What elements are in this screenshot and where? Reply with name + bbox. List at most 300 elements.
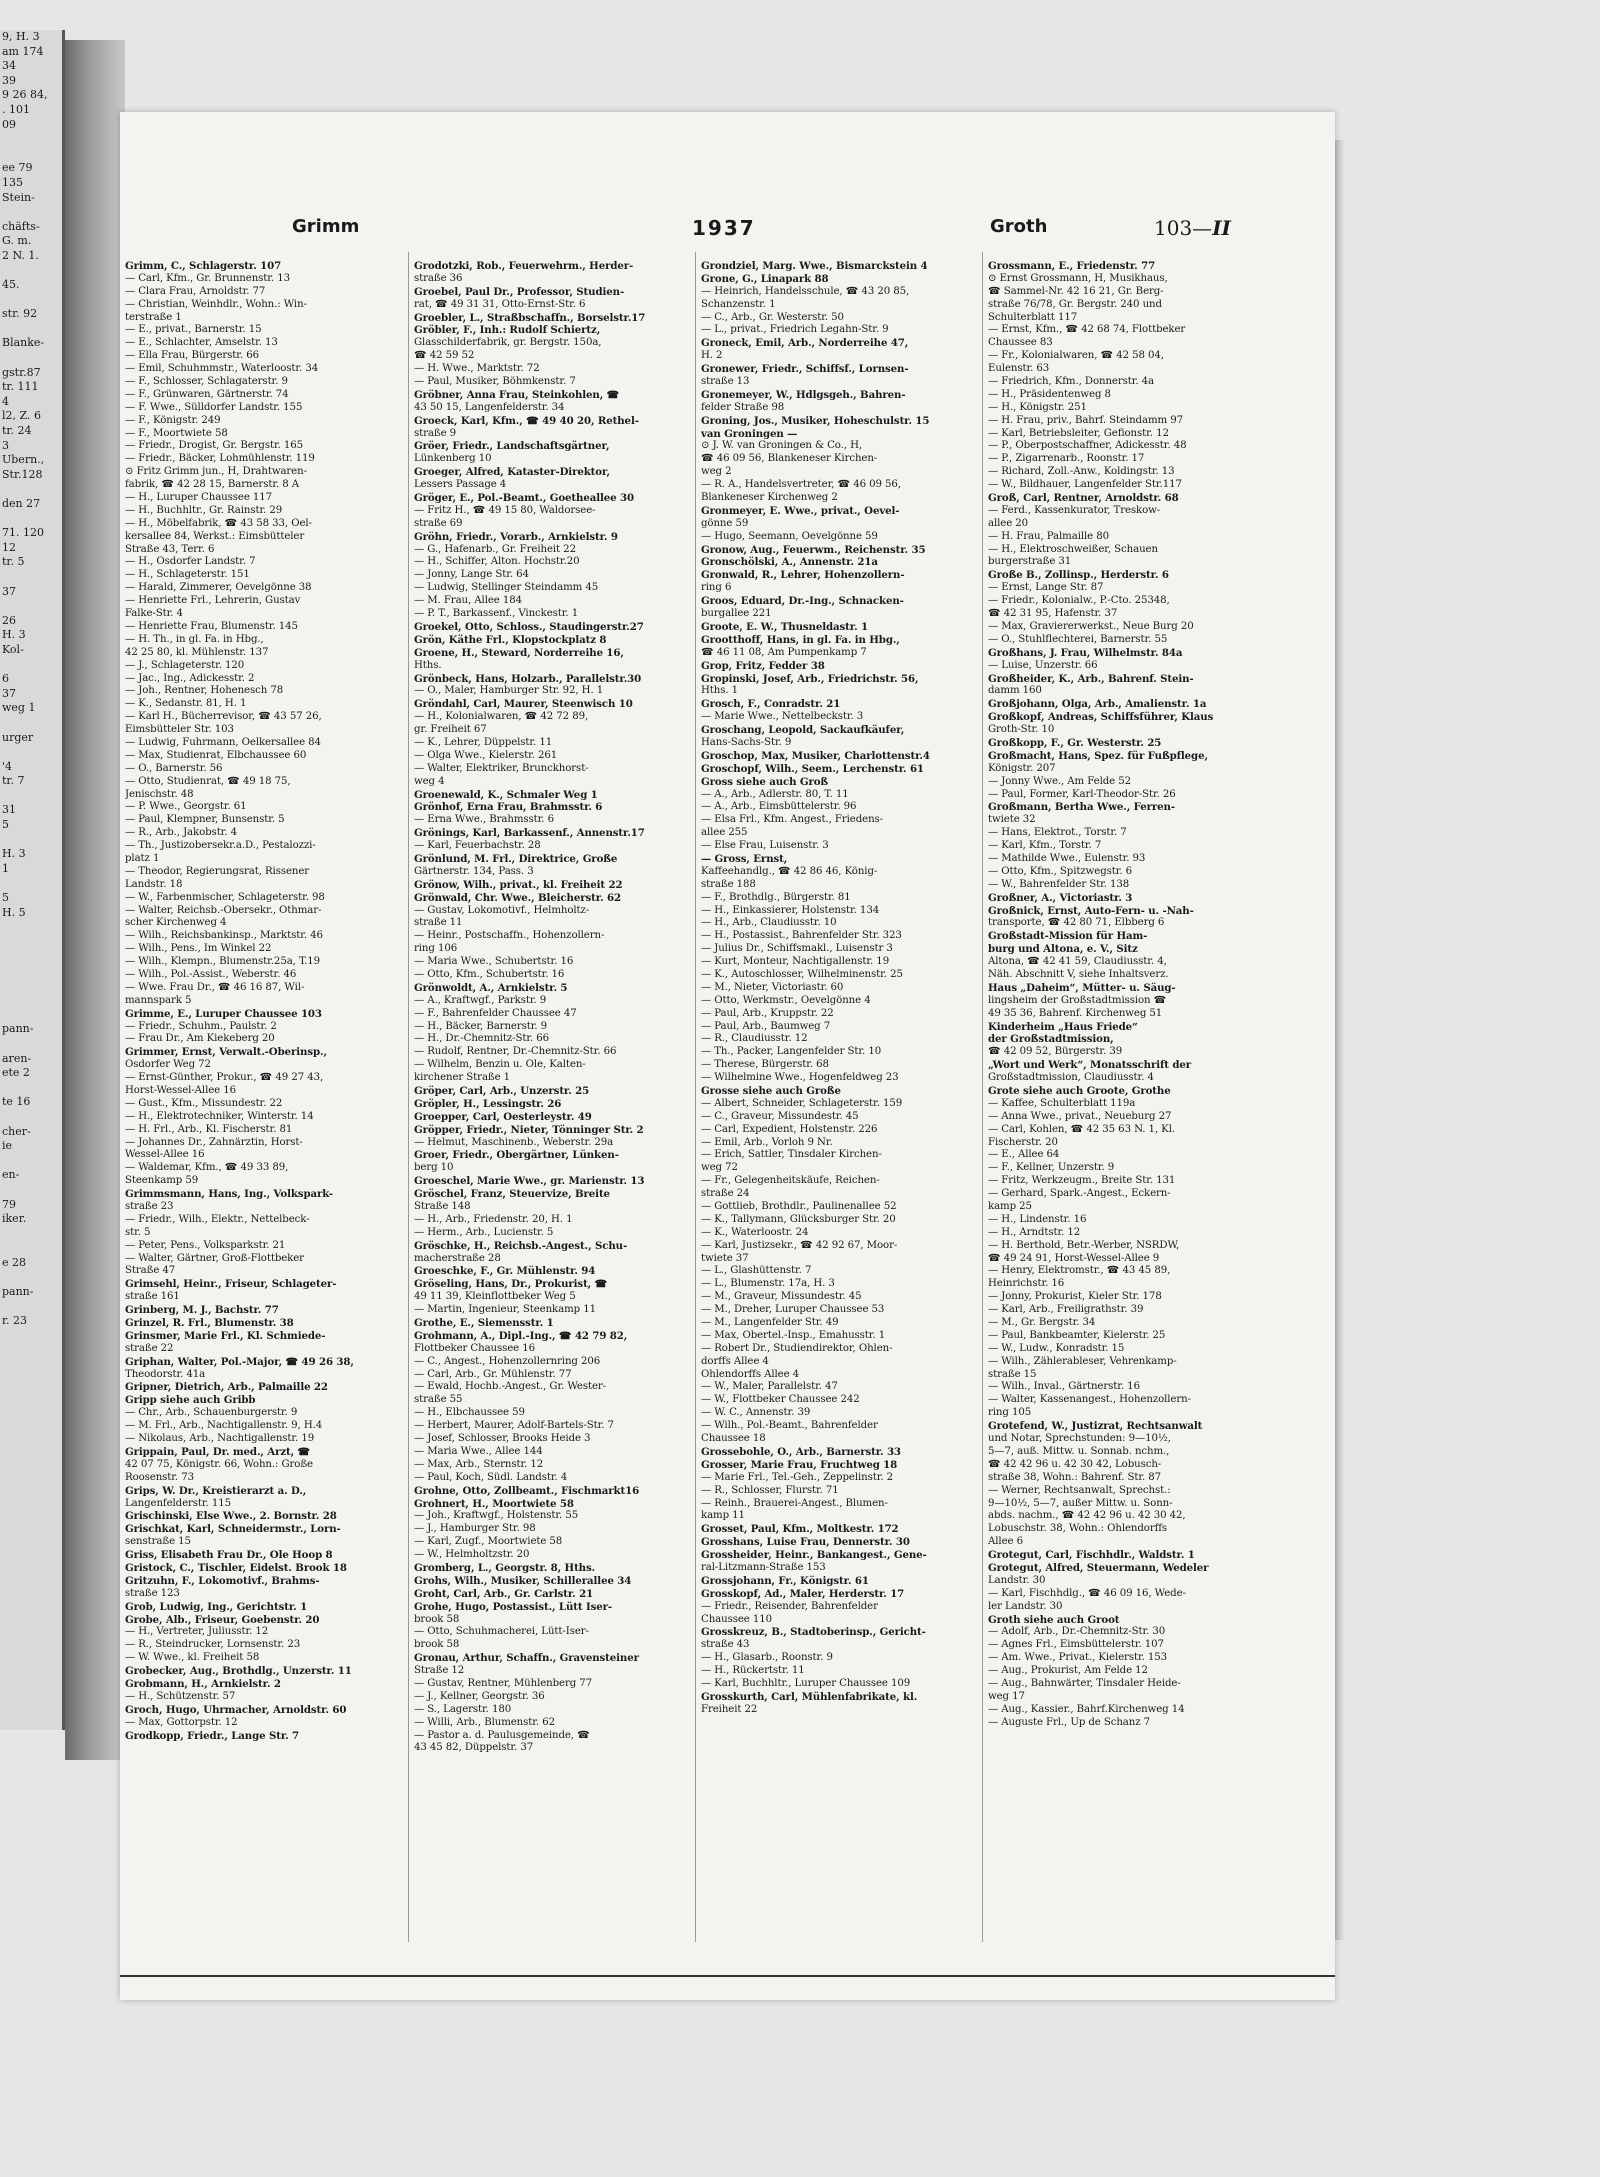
directory-page: [120, 112, 1335, 2000]
previous-page-fragment: tr. 24: [2, 424, 32, 438]
header-year: 1937: [692, 216, 756, 240]
directory-entry: Grimmer, Ernst, Verwalt.-Oberinsp.,: [125, 1046, 327, 1059]
directory-entry: — Jonny, Lange Str. 64: [414, 569, 529, 581]
directory-entry: — Am. Wwe., Privat., Kielerstr. 153: [988, 1652, 1168, 1664]
directory-entry: — Kurt, Monteur, Nachtigallenstr. 19: [701, 956, 890, 968]
previous-page-fragment: 26: [2, 613, 16, 627]
directory-entry: — Herbert, Maurer, Adolf-Bartels-Str. 7: [414, 1420, 614, 1432]
directory-entry: ☎ 42 09 52, Bürgerstr. 39: [988, 1046, 1123, 1058]
directory-entry: Groeck, Karl, Kfm., ☎ 49 40 20, Rethel-: [414, 414, 639, 427]
directory-entry: Grönbeck, Hans, Holzarb., Parallelstr.30: [414, 672, 642, 685]
directory-entry: — M., Graveur, Missundestr. 45: [701, 1291, 862, 1303]
directory-entry: Grondziel, Marg. Wwe., Bismarckstein 4: [701, 260, 928, 272]
directory-entry: damm 160: [988, 685, 1042, 697]
directory-entry: gönne 59: [701, 517, 749, 529]
previous-page-fragment: [0, 949, 62, 964]
previous-page-fragment: ete 2: [2, 1066, 30, 1080]
directory-entry: — Gust., Kfm., Missundestr. 22: [125, 1097, 283, 1109]
directory-entry: Grotegut, Alfred, Steuermann, Wedeler: [988, 1561, 1209, 1574]
directory-entry: — Kaffee, Schulterblatt 119a: [988, 1097, 1136, 1109]
directory-entry: — Jac., Ing., Adickesstr. 2: [125, 672, 255, 684]
directory-entry: kirchener Straße 1: [414, 1072, 511, 1084]
previous-page-fragment: [0, 1154, 62, 1169]
directory-entry: Groß, Carl, Rentner, Arnoldstr. 68: [988, 492, 1179, 505]
directory-entry: Große B., Zollinsp., Herderstr. 6: [988, 569, 1169, 582]
directory-entry: ring 6: [701, 582, 732, 594]
directory-entry: — Fr., Gelegenheitskäufe, Reichen-: [701, 1175, 880, 1187]
directory-entry: — Walter, Elektriker, Brunckhorst-: [414, 762, 589, 774]
directory-entry: Groneck, Emil, Arb., Norderreihe 47,: [701, 337, 909, 350]
directory-entry: — Wilh., Klempn., Blumenstr.25a, T.19: [125, 956, 321, 968]
directory-entry: Grosskreuz, B., Stadtoberinsp., Gericht-: [701, 1626, 926, 1639]
directory-entry: Groschopf, Wilh., Seem., Lerchenstr. 61: [701, 762, 924, 775]
directory-entry: — K., Sedanstr. 81, H. 1: [125, 698, 247, 710]
directory-entry: Gröseling, Hans, Dr., Prokurist, ☎: [414, 1278, 608, 1291]
directory-entry: — H., Kolonialwaren, ☎ 42 72 89,: [414, 711, 589, 723]
book-gutter: [65, 40, 125, 1760]
directory-entry: — Paul, Arb., Kruppstr. 22: [701, 1007, 834, 1019]
previous-page-fragment: den 27: [2, 497, 41, 510]
previous-page-fragment: H. 5: [2, 905, 26, 919]
directory-entry: — Martin, Ingenieur, Steenkamp 11: [414, 1304, 596, 1316]
directory-entry: Grone, G., Linapark 88: [701, 272, 829, 285]
directory-entry: — Marie Wwe., Nettelbeckstr. 3: [701, 711, 864, 723]
directory-entry: — Ella Frau, Bürgerstr. 66: [125, 350, 259, 362]
directory-entry: straße 123: [125, 1587, 180, 1599]
directory-entry: — Mathilde Wwe., Eulenstr. 93: [988, 852, 1146, 864]
directory-entry: — Karl, Arb., Freiligrathstr. 39: [988, 1304, 1144, 1316]
directory-entry: 49 35 36, Bahrenf. Kirchenweg 51: [988, 1007, 1163, 1019]
previous-page-fragment: 37: [2, 686, 16, 700]
previous-page-fragment: [0, 658, 62, 673]
directory-entry: — H., Arb., Friedenstr. 20, H. 1: [414, 1213, 573, 1225]
directory-entry: Großhans, J. Frau, Wilhelmstr. 84a: [988, 646, 1183, 659]
previous-page-fragment: [0, 1300, 62, 1315]
directory-entry: — Ernst, Lange Str. 87: [988, 582, 1104, 594]
directory-entry: — Karl, Fischhdlg., ☎ 46 09 16, Wede-: [988, 1587, 1186, 1599]
directory-entry: — Maria Wwe., Schubertstr. 16: [414, 956, 574, 968]
page-edge: [1335, 140, 1345, 1940]
previous-page-fragment: [0, 205, 62, 220]
directory-entry: Langenfelderstr. 115: [125, 1497, 231, 1509]
directory-entry: Ohlendorffs Allee 4: [701, 1368, 800, 1380]
directory-entry: — Friedr., Kolonialw., P.-Cto. 25348,: [988, 595, 1170, 607]
previous-page-fragment: [0, 1037, 62, 1052]
directory-entry: Jenischstr. 48: [125, 788, 194, 800]
directory-entry: felder Straße 98: [701, 401, 785, 413]
directory-entry: Gröhn, Friedr., Vorarb., Arnkielstr. 9: [414, 530, 618, 543]
directory-entry: Gröer, Friedr., Landschaftsgärtner,: [414, 440, 610, 453]
directory-entry: Näh. Abschnitt V, siehe Inhaltsverz.: [988, 968, 1169, 980]
previous-page-fragment: H. 3: [2, 847, 26, 861]
directory-entry: — Walter, Gärtner, Groß-Flottbeker: [125, 1252, 304, 1264]
directory-entry: Gronemeyer, W., Hdlgsgeh., Bahren-: [701, 388, 906, 401]
directory-entry: — Paul, Klempner, Bunsenstr. 5: [125, 814, 285, 826]
directory-entry: Lessers Passage 4: [414, 479, 507, 491]
page-number-suffix: II: [1212, 216, 1231, 240]
directory-entry: — Reinh., Brauerei-Angest., Blumen-: [701, 1497, 888, 1509]
previous-page-fragment: r. 23: [2, 1314, 28, 1328]
directory-entry: twiete 37: [701, 1252, 749, 1264]
directory-entry: — Elsa Frl., Kfm. Angest., Friedens-: [701, 814, 884, 826]
directory-entry: Altona, ☎ 42 41 59, Claudiusstr. 4,: [988, 956, 1167, 968]
directory-entry: Groebel, Paul Dr., Professor, Studien-: [414, 285, 625, 298]
previous-page-fragment: l2, Z. 6: [2, 409, 41, 423]
directory-entry: — Wilh., Pol.-Assist., Weberstr. 46: [125, 968, 297, 980]
directory-entry: — R., Steindrucker, Lornsenstr. 23: [125, 1639, 301, 1651]
directory-entry: Allee 6: [988, 1536, 1023, 1548]
directory-entry: — O., Barnerstr. 56: [125, 762, 223, 774]
directory-entry: straße 69: [414, 517, 463, 529]
directory-entry: — Aug., Kassier., Bahrf.Kirchenweg 14: [988, 1703, 1185, 1715]
directory-entry: — Emil, Schuhmmstr., Waterloostr. 34: [125, 363, 319, 375]
directory-entry: Grossmann, E., Friedenstr. 77: [988, 260, 1156, 272]
directory-entry: — F., Königstr. 249: [125, 414, 221, 426]
directory-entry: — Fritz, Werkzeugm., Breite Str. 131: [988, 1175, 1176, 1187]
directory-entry: — H., Schlageterstr. 151: [125, 569, 250, 581]
directory-entry: straße 24: [701, 1188, 750, 1200]
directory-entry: Gristock, C., Tischler, Eidelst. Brook 18: [125, 1561, 347, 1574]
directory-entry: — Ewald, Hochb.-Angest., Gr. Wester-: [414, 1381, 606, 1393]
directory-entry: „Wort und Werk“, Monatsschrift der: [988, 1059, 1192, 1072]
directory-entry: Groebler, L., Straßbschaffn., Borselstr.17: [414, 311, 646, 324]
previous-page-fragment: pann-: [2, 1022, 34, 1036]
directory-entry: — Wilhelmine Wwe., Hogenfeldweg 23: [701, 1072, 899, 1084]
page-number: [1154, 216, 1231, 240]
directory-entry: — P. T., Barkassenf., Vinckestr. 1: [414, 608, 579, 620]
directory-entry: — Olga Wwe., Kielerstr. 261: [414, 749, 558, 761]
directory-entry: — M., Dreher, Luruper Chaussee 53: [701, 1304, 885, 1316]
directory-entry: — W., Helmholtzstr. 20: [414, 1549, 530, 1561]
directory-entry: Blankeneser Kirchenweg 2: [701, 492, 838, 504]
directory-entry: — Clara Frau, Arnoldstr. 77: [125, 285, 266, 297]
directory-entry: — F., Kellner, Unzerstr. 9: [988, 1162, 1115, 1174]
directory-entry: 9—10½, 5—7, außer Mittw. u. Sonn-: [988, 1497, 1173, 1509]
previous-page-fragment: [0, 1227, 62, 1242]
previous-page-fragment: [0, 1110, 62, 1125]
directory-entry: Gropinski, Josef, Arb., Friedrichstr. 56,: [701, 672, 919, 685]
directory-entry: — Otto, Studienrat, ☎ 49 18 75,: [125, 775, 291, 787]
directory-entry: Großjohann, Olga, Arb., Amalienstr. 1a: [988, 698, 1207, 711]
directory-entry: ☎ Sammel-Nr. 42 16 21, Gr. Berg-: [988, 285, 1164, 297]
directory-entry: — Ernst, Kfm., ☎ 42 68 74, Flottbeker: [988, 324, 1186, 336]
directory-entry: Grohe, Hugo, Postassist., Lütt Iser-: [414, 1600, 613, 1613]
previous-page-fragment: [0, 570, 62, 585]
directory-entry: — Friedr., Wilh., Elektr., Nettelbeck-: [125, 1213, 310, 1225]
directory-entry: — F., Brothdlg., Bürgerstr. 81: [701, 891, 851, 903]
directory-entry: Grosshans, Luise Frau, Dennerstr. 30: [701, 1536, 910, 1549]
directory-entry: — Karl, Betriebsleiter, Gefionstr. 12: [988, 427, 1169, 439]
directory-entry: — Karl, Buchhltr., Luruper Chaussee 109: [701, 1677, 911, 1689]
previous-page-fragment: urger: [2, 730, 34, 744]
directory-entry: Grohne, Otto, Zollbeamt., Fischmarkt16: [414, 1484, 640, 1497]
directory-entry: Grönlund, M. Frl., Direktrice, Große: [414, 852, 618, 865]
bottom-rule: [120, 1975, 1335, 1977]
previous-page-fragment: 12: [2, 540, 16, 554]
directory-entry: Steenkamp 59: [125, 1175, 199, 1187]
directory-entry: Grodotzki, Rob., Feuerwehrm., Herder-: [414, 260, 634, 272]
directory-entry: — Johannes Dr., Zahnärztin, Horst-: [125, 1136, 303, 1148]
directory-entry: — Karl, Feuerbachstr. 28: [414, 840, 541, 852]
directory-entry: Grön, Käthe Frl., Klopstockplatz 8: [414, 633, 607, 646]
directory-entry: — Adolf, Arb., Dr.-Chemnitz-Str. 30: [988, 1626, 1166, 1638]
directory-entry: — P. Wwe., Georgstr. 61: [125, 801, 247, 813]
previous-page-fragment: [0, 964, 62, 979]
directory-entry: Grimsehl, Heinr., Friseur, Schlageter-: [125, 1278, 337, 1291]
previous-page-fragment: H. 3: [2, 628, 26, 642]
directory-entry: Grinzel, R. Frl., Blumenstr. 38: [125, 1317, 294, 1330]
previous-page-fragment: 1: [2, 861, 9, 875]
directory-entry: Schulterblatt 117: [988, 311, 1078, 323]
directory-entry: Großkopp, F., Gr. Westerstr. 25: [988, 736, 1162, 749]
directory-entry: — K., Waterloostr. 24: [701, 1226, 809, 1238]
directory-entry: fabrik, ☎ 42 28 15, Barnerstr. 8 A: [125, 479, 300, 491]
directory-entry: Gröpler, H., Lessingstr. 26: [414, 1097, 562, 1110]
directory-entry: — H., Schiffer, Alton. Hochstr.20: [414, 556, 580, 568]
previous-page-fragment: 5: [2, 818, 9, 832]
previous-page-fragment: [0, 1081, 62, 1096]
directory-entry: — H., Elektrotechniker, Winterstr. 14: [125, 1110, 314, 1122]
previous-page-fragment: 9 26 84,: [2, 88, 48, 102]
directory-entry: straße 38, Wohn.: Bahrenf. Str. 87: [988, 1471, 1162, 1483]
directory-entry: — W., Farbenmischer, Schlageterstr. 98: [125, 891, 325, 903]
directory-entry: — H., Präsidentenweg 8: [988, 388, 1111, 400]
previous-page-fragment: [0, 264, 62, 279]
directory-entry: — Max, Obertel.-Insp., Emahusstr. 1: [701, 1329, 886, 1341]
directory-entry: — Gross, Ernst,: [701, 852, 788, 865]
directory-entry: Grotegut, Carl, Fischhdlr., Waldstr. 1: [988, 1549, 1195, 1562]
previous-page-fragment: [0, 1270, 62, 1285]
directory-entry: — H. Frl., Arb., Kl. Fischerstr. 81: [125, 1123, 293, 1135]
directory-entry: Groeschel, Marie Wwe., gr. Marienstr. 13: [414, 1175, 645, 1188]
directory-entry: — Fr., Kolonialwaren, ☎ 42 58 04,: [988, 350, 1164, 362]
previous-page-fragment: gstr.87: [2, 365, 41, 379]
directory-entry: straße 23: [125, 1201, 174, 1213]
directory-entry: burgerstraße 31: [988, 556, 1072, 568]
directory-entry: — Carl, Arb., Gr. Mühlenstr. 77: [414, 1368, 572, 1380]
directory-entry: — K., Lehrer, Düppelstr. 11: [414, 736, 553, 748]
directory-entry: Grohnert, H., Moortwiete 58: [414, 1497, 574, 1510]
directory-entry: transporte, ☎ 42 80 71, Elbberg 6: [988, 917, 1165, 929]
directory-entry: kersallee 84, Werkst.: Eimsbütteler: [125, 530, 305, 542]
directory-entry: 43 50 15, Langenfelderstr. 34: [414, 401, 565, 413]
directory-entry: ☎ 49 24 91, Horst-Wessel-Allee 9: [988, 1252, 1160, 1264]
previous-page-fragment: [0, 920, 62, 935]
directory-entry: Horst-Wessel-Allee 16: [125, 1085, 236, 1096]
directory-entry: — H., Königstr. 251: [988, 401, 1087, 413]
directory-entry: Groenewald, K., Schmaler Weg 1: [414, 788, 598, 801]
directory-entry: Gronewer, Friedr., Schiffsf., Lornsen-: [701, 363, 909, 376]
directory-entry: Grosset, Paul, Kfm., Moltkestr. 172: [701, 1523, 899, 1536]
directory-entry: — Julius Dr., Schiffsmakl., Luisenstr 3: [701, 943, 893, 955]
directory-entry: Groer, Friedr., Obergärtner, Lünken-: [414, 1149, 619, 1162]
previous-page-fragment: Str.128: [2, 467, 43, 481]
directory-entry: Hths. 1: [701, 685, 739, 697]
directory-entry: Grimm, C., Schlagerstr. 107: [125, 260, 282, 272]
directory-entry: Grob, Ludwig, Ing., Gerichtstr. 1: [125, 1600, 308, 1613]
directory-entry: Grohmann, A., Dipl.-Ing., ☎ 42 79 82,: [414, 1329, 628, 1342]
directory-entry: ring 106: [414, 943, 458, 955]
directory-entry: — H., Elbchaussee 59: [414, 1407, 525, 1419]
directory-entry: — Herm., Arb., Lucienstr. 5: [414, 1226, 554, 1238]
previous-page-fragment: Ubern.,: [2, 453, 45, 467]
directory-entry: — Wilh., Pol.-Beamt., Bahrenfelder: [701, 1420, 878, 1432]
directory-entry: — E., privat., Barnerstr. 15: [125, 324, 262, 336]
directory-entry: — Wilh., Reichsbankinsp., Marktstr. 46: [125, 930, 323, 942]
directory-entry: Groth siehe auch Groot: [988, 1613, 1120, 1626]
directory-entry: — F., Moortwiete 58: [125, 427, 228, 439]
directory-entry: Landstr. 18: [125, 878, 183, 890]
directory-entry: — H., Buchhltr., Gr. Rainstr. 29: [125, 504, 283, 516]
directory-entry: Gritzuhn, F., Lokomotivf., Brahms-: [125, 1574, 320, 1587]
directory-entry: ☎ 46 09 56, Blankeneser Kirchen-: [701, 453, 878, 465]
directory-entry: — Waldemar, Kfm., ☎ 49 33 89,: [125, 1162, 289, 1174]
directory-entry: — Max, Arb., Sternstr. 12: [414, 1458, 544, 1470]
directory-entry: — E., Allee 64: [988, 1149, 1060, 1161]
directory-entry: — W., Ludw., Konradstr. 15: [988, 1342, 1125, 1354]
directory-entry: — K., Autoschlosser, Wilhelminenstr. 25: [701, 968, 903, 980]
directory-entry: Gröschel, Franz, Steuervize, Breite: [414, 1188, 610, 1201]
directory-entry: Grischkat, Karl, Schneidermstr., Lorn-: [125, 1523, 341, 1536]
directory-entry: berg 10: [414, 1162, 454, 1174]
directory-entry: — Max, Graviererwerkst., Neue Burg 20: [988, 620, 1194, 632]
directory-entry: dorffs Allee 4: [701, 1355, 769, 1367]
directory-entry: Eimsbütteler Str. 103: [125, 724, 234, 736]
directory-entry: — F., Grünwaren, Gärtnerstr. 74: [125, 388, 289, 400]
previous-page-fragment: Blanke-: [2, 336, 45, 350]
previous-page-fragment: ie: [2, 1139, 13, 1153]
directory-entry: — Gerhard, Spark.-Angest., Eckern-: [988, 1188, 1171, 1200]
directory-entry: — R., Claudiusstr. 12: [701, 1033, 808, 1045]
previous-page-fragment: 4: [2, 394, 9, 408]
directory-entry: Großstadt-Mission für Ham-: [988, 930, 1148, 943]
previous-page-fragment: iker.: [2, 1212, 27, 1226]
directory-entry: ⊙ Ernst Grossmann, H, Musikhaus,: [988, 272, 1168, 284]
directory-entry: — Otto, Werkmstr., Oevelgönne 4: [701, 994, 871, 1006]
directory-entry: Groekel, Otto, Schloss., Staudingerstr.27: [414, 620, 644, 633]
directory-entry: — Karl H., Bücherrevisor, ☎ 43 57 26,: [125, 711, 322, 723]
directory-entry: Grönhof, Erna Frau, Brahmsstr. 6: [414, 801, 603, 814]
previous-page-fragment: . 101: [2, 102, 30, 116]
directory-entry: — M. Frl., Arb., Nachtigallenstr. 9, H.4: [125, 1420, 323, 1432]
directory-entry: — H., Osdorfer Landstr. 7: [125, 556, 256, 568]
directory-entry: — Ludwig, Stellinger Steindamm 45: [414, 582, 599, 594]
directory-entry: — L., Blumenstr. 17a, H. 3: [701, 1278, 835, 1290]
previous-page-fragment: 135: [2, 175, 23, 189]
directory-entry: Grosskurth, Carl, Mühlenfabrikate, kl.: [701, 1690, 918, 1703]
directory-entry: — Paul, Arb., Baumweg 7: [701, 1020, 831, 1032]
directory-entry: Groote, E. W., Thusneldastr. 1: [701, 620, 868, 633]
directory-entry: — C., Graveur, Missundestr. 45: [701, 1110, 859, 1122]
directory-entry: Grippain, Paul, Dr. med., Arzt, ☎: [125, 1445, 311, 1458]
page-header: [152, 216, 1302, 246]
directory-entry: — H., Einkassierer, Holstenstr. 134: [701, 904, 880, 916]
directory-entry: Gröper, Carl, Arb., Unzerstr. 25: [414, 1085, 590, 1097]
previous-page-fragment: Kol-: [2, 642, 24, 656]
directory-entry: — H., Rückertstr. 11: [701, 1665, 805, 1677]
previous-page-fragment: 34: [2, 59, 16, 73]
directory-entry: — S., Lagerstr. 180: [414, 1703, 512, 1715]
directory-entry: — Wilh., Pens., Im Winkel 22: [125, 943, 272, 955]
directory-entry: — Auguste Frl., Up de Schanz 7: [988, 1716, 1151, 1728]
directory-entry: — C., Angest., Hohenzollernring 206: [414, 1355, 601, 1367]
directory-entry: Grobmann, H., Arnkielstr. 2: [125, 1677, 281, 1690]
directory-entry: Glasschilderfabrik, gr. Bergstr. 150a,: [414, 337, 602, 349]
directory-entry: Grischinski, Else Wwe., 2. Bornstr. 28: [125, 1510, 337, 1523]
directory-entry: — W. C., Annenstr. 39: [701, 1407, 811, 1419]
directory-entry: gr. Freiheit 67: [414, 724, 487, 736]
directory-entry: — W., Flottbeker Chaussee 242: [701, 1394, 860, 1406]
directory-entry: — A., Kraftwgf., Parkstr. 9: [414, 994, 547, 1006]
directory-entry: brook 58: [414, 1613, 460, 1625]
directory-entry: — Carl, Kohlen, ☎ 42 35 63 N. 1, Kl.: [988, 1123, 1175, 1135]
previous-page-fragment: [0, 512, 62, 527]
directory-entry: — R., Schlosser, Flurstr. 71: [701, 1484, 839, 1496]
directory-entry: Gröbner, Anna Frau, Steinkohlen, ☎: [414, 388, 620, 401]
directory-entry: — Hans, Elektrot., Torstr. 7: [988, 827, 1127, 839]
previous-page-fragment: 37: [2, 584, 16, 598]
directory-entry: — Th., Packer, Langenfelder Str. 10: [701, 1046, 882, 1058]
directory-entry: Straße 47: [125, 1265, 176, 1277]
directory-entry: str. 5: [125, 1226, 151, 1238]
directory-entry: mannspark 5: [125, 994, 192, 1006]
previous-page-fragment: 45.: [2, 278, 20, 292]
directory-entry: Straße 148: [414, 1201, 471, 1213]
directory-entry: allee 20: [988, 517, 1029, 529]
directory-entry: macherstraße 28: [414, 1252, 501, 1264]
directory-entry: Griss, Elisabeth Frau Dr., Ole Hoop 8: [125, 1549, 333, 1562]
directory-entry: — C., Arb., Gr. Westerstr. 50: [701, 311, 844, 323]
directory-entry: abds. nachm., ☎ 42 42 96 u. 42 30 42,: [988, 1510, 1186, 1522]
directory-entry: — H., Vertreter, Juliusstr. 12: [125, 1626, 269, 1638]
directory-entry: — Fritz H., ☎ 49 15 80, Waldorsee-: [414, 504, 596, 516]
directory-entry: Gripp siehe auch Gribb: [125, 1394, 256, 1407]
previous-page-fragment: [0, 716, 62, 731]
directory-entry: straße 11: [414, 917, 463, 929]
directory-entry: — Karl, Kfm., Torstr. 7: [988, 840, 1102, 852]
directory-entry: ☎ 42 31 95, Hafenstr. 37: [988, 608, 1118, 620]
directory-entry: Groeschke, F., Gr. Mühlenstr. 94: [414, 1265, 596, 1278]
directory-entry: Schanzenstr. 1: [701, 298, 776, 310]
directory-entry: — Walter, Reichsb.-Obersekr., Othmar-: [125, 904, 322, 916]
directory-entry: Groht, Carl, Arb., Gr. Carlstr. 21: [414, 1587, 594, 1600]
directory-entry: ⊙ J. W. van Groningen & Co., H,: [701, 440, 863, 452]
column-3: [701, 260, 979, 1960]
directory-entry: Großheider, K., Arb., Bahrenf. Stein-: [988, 672, 1194, 685]
directory-entry: Flottbeker Chaussee 16: [414, 1342, 536, 1354]
directory-entry: — H., Dr.-Chemnitz-Str. 66: [414, 1033, 550, 1045]
directory-entry: — J., Kellner, Georgstr. 36: [414, 1690, 545, 1702]
directory-entry: Grinsmer, Marie Frl., Kl. Schmiede-: [125, 1329, 326, 1342]
previous-page-fragment: en-: [2, 1168, 20, 1182]
directory-entry: — Christian, Weinhdlr., Wohn.: Win-: [125, 298, 307, 310]
previous-page-fragment: 6: [2, 672, 9, 686]
previous-page-fragment: 31: [2, 803, 16, 817]
directory-entry: — J., Schlageterstr. 120: [125, 659, 245, 671]
directory-entry: Gärtnerstr. 134, Pass. 3: [414, 865, 534, 877]
directory-entry: — M., Gr. Bergstr. 34: [988, 1317, 1096, 1329]
directory-entry: Gripner, Dietrich, Arb., Palmaille 22: [125, 1381, 328, 1394]
previous-page-fragment: [0, 876, 62, 891]
directory-entry: — Gustav, Rentner, Mühlenberg 77: [414, 1677, 593, 1689]
previous-page-fragment: tr. 5: [2, 555, 25, 569]
previous-page-fragment: am 174: [2, 44, 44, 58]
directory-entry: — Jonny Wwe., Am Felde 52: [988, 775, 1131, 787]
previous-page-fragment: pann-: [2, 1285, 34, 1299]
directory-entry: rat, ☎ 49 31 31, Otto-Ernst-Str. 6: [414, 298, 586, 310]
directory-entry: — H., Schützenstr. 57: [125, 1690, 236, 1702]
previous-page-fragment: [0, 979, 62, 994]
